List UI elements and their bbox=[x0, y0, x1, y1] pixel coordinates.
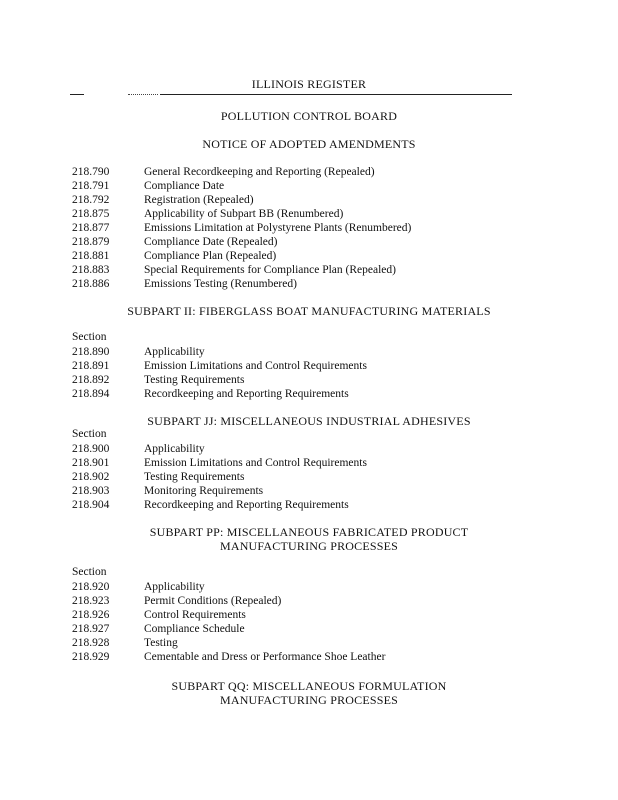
list-item bbox=[72, 193, 254, 207]
notice-title: NOTICE OF ADOPTED AMENDMENTS bbox=[202, 137, 416, 151]
section-number: 218.877 bbox=[72, 222, 110, 234]
section-title: Emissions Testing (Renumbered) bbox=[144, 278, 297, 290]
section-number: 218.879 bbox=[72, 236, 110, 248]
section-number: 218.901 bbox=[72, 457, 110, 469]
section-title: General Recordkeeping and Reporting (Repealed) bbox=[144, 166, 375, 178]
section-label: Section bbox=[72, 331, 107, 343]
header-rule bbox=[160, 94, 512, 95]
list-item bbox=[72, 277, 297, 291]
section-title: Control Requirements bbox=[144, 609, 246, 621]
section-number: 218.881 bbox=[72, 250, 110, 262]
section-number: 218.904 bbox=[72, 499, 110, 511]
list-item bbox=[72, 594, 281, 608]
section-number: 218.890 bbox=[72, 346, 110, 358]
list-item bbox=[72, 221, 411, 235]
list-item bbox=[72, 165, 375, 179]
section-title: Compliance Schedule bbox=[144, 623, 245, 635]
section-label: Section bbox=[72, 566, 107, 578]
section-title: Applicability bbox=[144, 443, 205, 455]
list-item bbox=[72, 580, 205, 594]
section-title: Emission Limitations and Control Requirements bbox=[144, 360, 367, 372]
section-number: 218.929 bbox=[72, 651, 110, 663]
section-number: 218.927 bbox=[72, 623, 110, 635]
section-title: Emissions Limitation at Polystyrene Plants (Renumbered) bbox=[144, 222, 412, 234]
section-title: Emission Limitations and Control Requirements bbox=[144, 457, 367, 469]
section-number: 218.790 bbox=[72, 166, 110, 178]
subpart-qq-heading-line2: MANUFACTURING PROCESSES bbox=[219, 693, 399, 707]
list-item bbox=[72, 207, 343, 221]
section-number: 218.920 bbox=[72, 581, 110, 593]
list-item bbox=[72, 235, 277, 249]
section-title: Recordkeeping and Reporting Requirements bbox=[144, 388, 349, 400]
section-number: 218.903 bbox=[72, 485, 110, 497]
section-title: Recordkeeping and Reporting Requirements bbox=[144, 499, 349, 511]
section-number: 218.891 bbox=[72, 360, 110, 372]
section-title: Permit Conditions (Repealed) bbox=[144, 595, 282, 607]
section-number: 218.792 bbox=[72, 194, 110, 206]
section-title: Registration (Repealed) bbox=[144, 194, 254, 206]
subpart-jj-heading: SUBPART JJ: MISCELLANEOUS INDUSTRIAL ADHESIVES bbox=[147, 414, 471, 428]
list-item bbox=[72, 442, 205, 456]
list-item bbox=[72, 498, 349, 512]
register-title: ILLINOIS REGISTER bbox=[251, 77, 367, 91]
section-title: Compliance Plan (Repealed) bbox=[144, 250, 277, 262]
list-item bbox=[72, 373, 244, 387]
subpart-ii-heading: SUBPART II: FIBERGLASS BOAT MANUFACTURING MATERIALS bbox=[127, 304, 491, 318]
section-title: Testing Requirements bbox=[144, 471, 245, 483]
subpart-qq-heading: SUBPART QQ: MISCELLANEOUS FORMULATION bbox=[171, 679, 447, 693]
section-number: 218.902 bbox=[72, 471, 110, 483]
section-number: 218.886 bbox=[72, 278, 110, 290]
list-item bbox=[72, 650, 385, 664]
subpart-pp-heading-line2: MANUFACTURING PROCESSES bbox=[219, 539, 399, 553]
subpart-pp-heading: SUBPART PP: MISCELLANEOUS FABRICATED PRODUCT bbox=[149, 525, 469, 539]
section-title: Compliance Date (Repealed) bbox=[144, 236, 278, 248]
header-rule-dotted bbox=[128, 94, 158, 95]
section-number: 218.791 bbox=[72, 180, 110, 192]
list-item bbox=[72, 470, 244, 484]
list-item bbox=[72, 263, 396, 277]
section-title: Testing Requirements bbox=[144, 374, 245, 386]
section-title: Applicability bbox=[144, 581, 205, 593]
board-title: POLLUTION CONTROL BOARD bbox=[220, 109, 398, 123]
section-number: 218.894 bbox=[72, 388, 110, 400]
list-item bbox=[72, 608, 246, 622]
section-title: Cementable and Dress or Performance Shoe Leather bbox=[144, 651, 386, 663]
section-title: Applicability of Subpart BB (Renumbered) bbox=[144, 208, 344, 220]
section-title: Special Requirements for Compliance Plan (Repealed) bbox=[144, 264, 396, 276]
section-number: 218.926 bbox=[72, 609, 110, 621]
section-title: Compliance Date bbox=[144, 180, 225, 192]
section-number: 218.875 bbox=[72, 208, 110, 220]
list-item bbox=[72, 345, 205, 359]
list-item bbox=[72, 179, 224, 193]
section-label: Section bbox=[72, 428, 107, 440]
list-item bbox=[72, 456, 367, 470]
header-rule-left bbox=[70, 94, 84, 95]
section-title: Monitoring Requirements bbox=[144, 485, 264, 497]
section-number: 218.928 bbox=[72, 637, 110, 649]
section-number: 218.892 bbox=[72, 374, 110, 386]
section-number: 218.883 bbox=[72, 264, 110, 276]
section-title: Testing bbox=[144, 637, 178, 649]
list-item bbox=[72, 484, 263, 498]
list-item bbox=[72, 636, 178, 650]
list-item bbox=[72, 359, 367, 373]
section-number: 218.923 bbox=[72, 595, 110, 607]
list-item bbox=[72, 622, 245, 636]
section-title: Applicability bbox=[144, 346, 205, 358]
list-item bbox=[72, 387, 349, 401]
list-item bbox=[72, 249, 276, 263]
section-number: 218.900 bbox=[72, 443, 110, 455]
